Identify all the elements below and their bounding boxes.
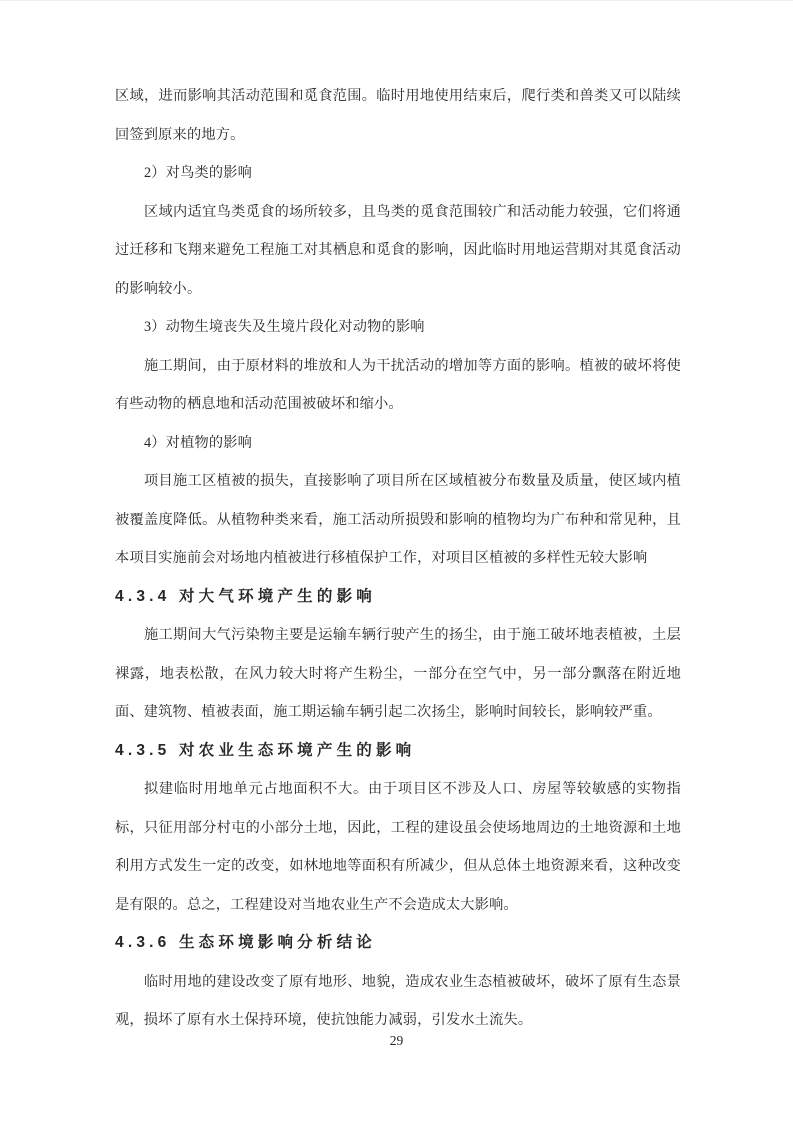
text-line: 面、建筑物、植被表面，施工期运输车辆引起二次扬尘，影响时间较长，影响较严重。 [115, 704, 662, 720]
text-line: 标，只征用部分村屯的小部分土地，因此，工程的建设虽会使场地周边的土地资源和土地 [115, 819, 681, 836]
section-heading-4-3-6: 4.3.6 生态环境影响分析结论 [115, 934, 376, 951]
text-line: 被覆盖度降低。从植物种类来看，施工活动所损毁和影响的植物均为广布种和常见种，且 [115, 511, 681, 528]
text-line: 观，损坏了原有水土保持环境，使抗蚀能力减弱，引发水土流失。 [115, 1012, 533, 1028]
list-item-4-plants: 4）对植物的影响 [144, 434, 253, 451]
text-line: 施工期间，由于原材料的堆放和人为干扰活动的增加等方面的影响。植被的破坏将使 [144, 357, 681, 374]
list-item-2-birds: 2）对鸟类的影响 [144, 165, 253, 181]
text-line: 过迁移和飞翔来避免工程施工对其栖息和觅食的影响，因此临时用地运营期对其觅食活动 [115, 242, 681, 258]
text-line: 区域，进而影响其活动范围和觅食范围。临时用地使用结束后，爬行类和兽类又可以陆续 [115, 88, 681, 104]
text-line: 拟建临时用地单元占地面积不大。由于项目区不涉及人口、房屋等较敏感的实物指 [144, 781, 681, 797]
text-line: 施工期间大气污染物主要是运输车辆行驶产生的扬尘，由于施工破坏地表植被，土层 [144, 627, 681, 643]
section-heading-4-3-4: 4.3.4 对大气环境产生的影响 [115, 587, 376, 605]
list-item-3-habitat: 3）动物生境丧失及生境片段化对动物的影响 [144, 319, 425, 335]
text-line: 裸露，地表松散，在风力较大时将产生粉尘，一部分在空气中，另一部分飘落在附近地 [115, 665, 681, 682]
page-number: 29 [389, 1033, 404, 1048]
text-line: 的影响较小。 [115, 280, 202, 297]
page-body-text [115, 77, 681, 1040]
section-heading-4-3-5: 4.3.5 对农业生态环境产生的影响 [115, 741, 416, 759]
text-line: 临时用地的建设改变了原有地形、地貌，造成农业生态植被破坏，破坏了原有生态景 [144, 973, 681, 990]
text-line: 利用方式发生一定的改变，如林地地等面积有所减少，但从总体土地资源来看，这种改变 [115, 858, 681, 874]
text-line: 区域内适宜鸟类觅食的场所较多，且鸟类的觅食范围较广和活动能力较强，它们将通 [144, 203, 681, 220]
text-line: 本项目实施前会对场地内植被进行移植保护工作，对项目区植被的多样性无较大影响 [115, 550, 648, 566]
text-line: 有些动物的栖息地和活动范围被破坏和缩小。 [115, 396, 403, 412]
text-line: 项目施工区植被的损失，直接影响了项目所在区域植被分布数量及质量，使区域内植 [144, 473, 681, 489]
text-line: 是有限的。总之，工程建设对当地农业生产不会造成太大影响。 [115, 896, 518, 913]
text-line: 回签到原来的地方。 [115, 126, 245, 143]
